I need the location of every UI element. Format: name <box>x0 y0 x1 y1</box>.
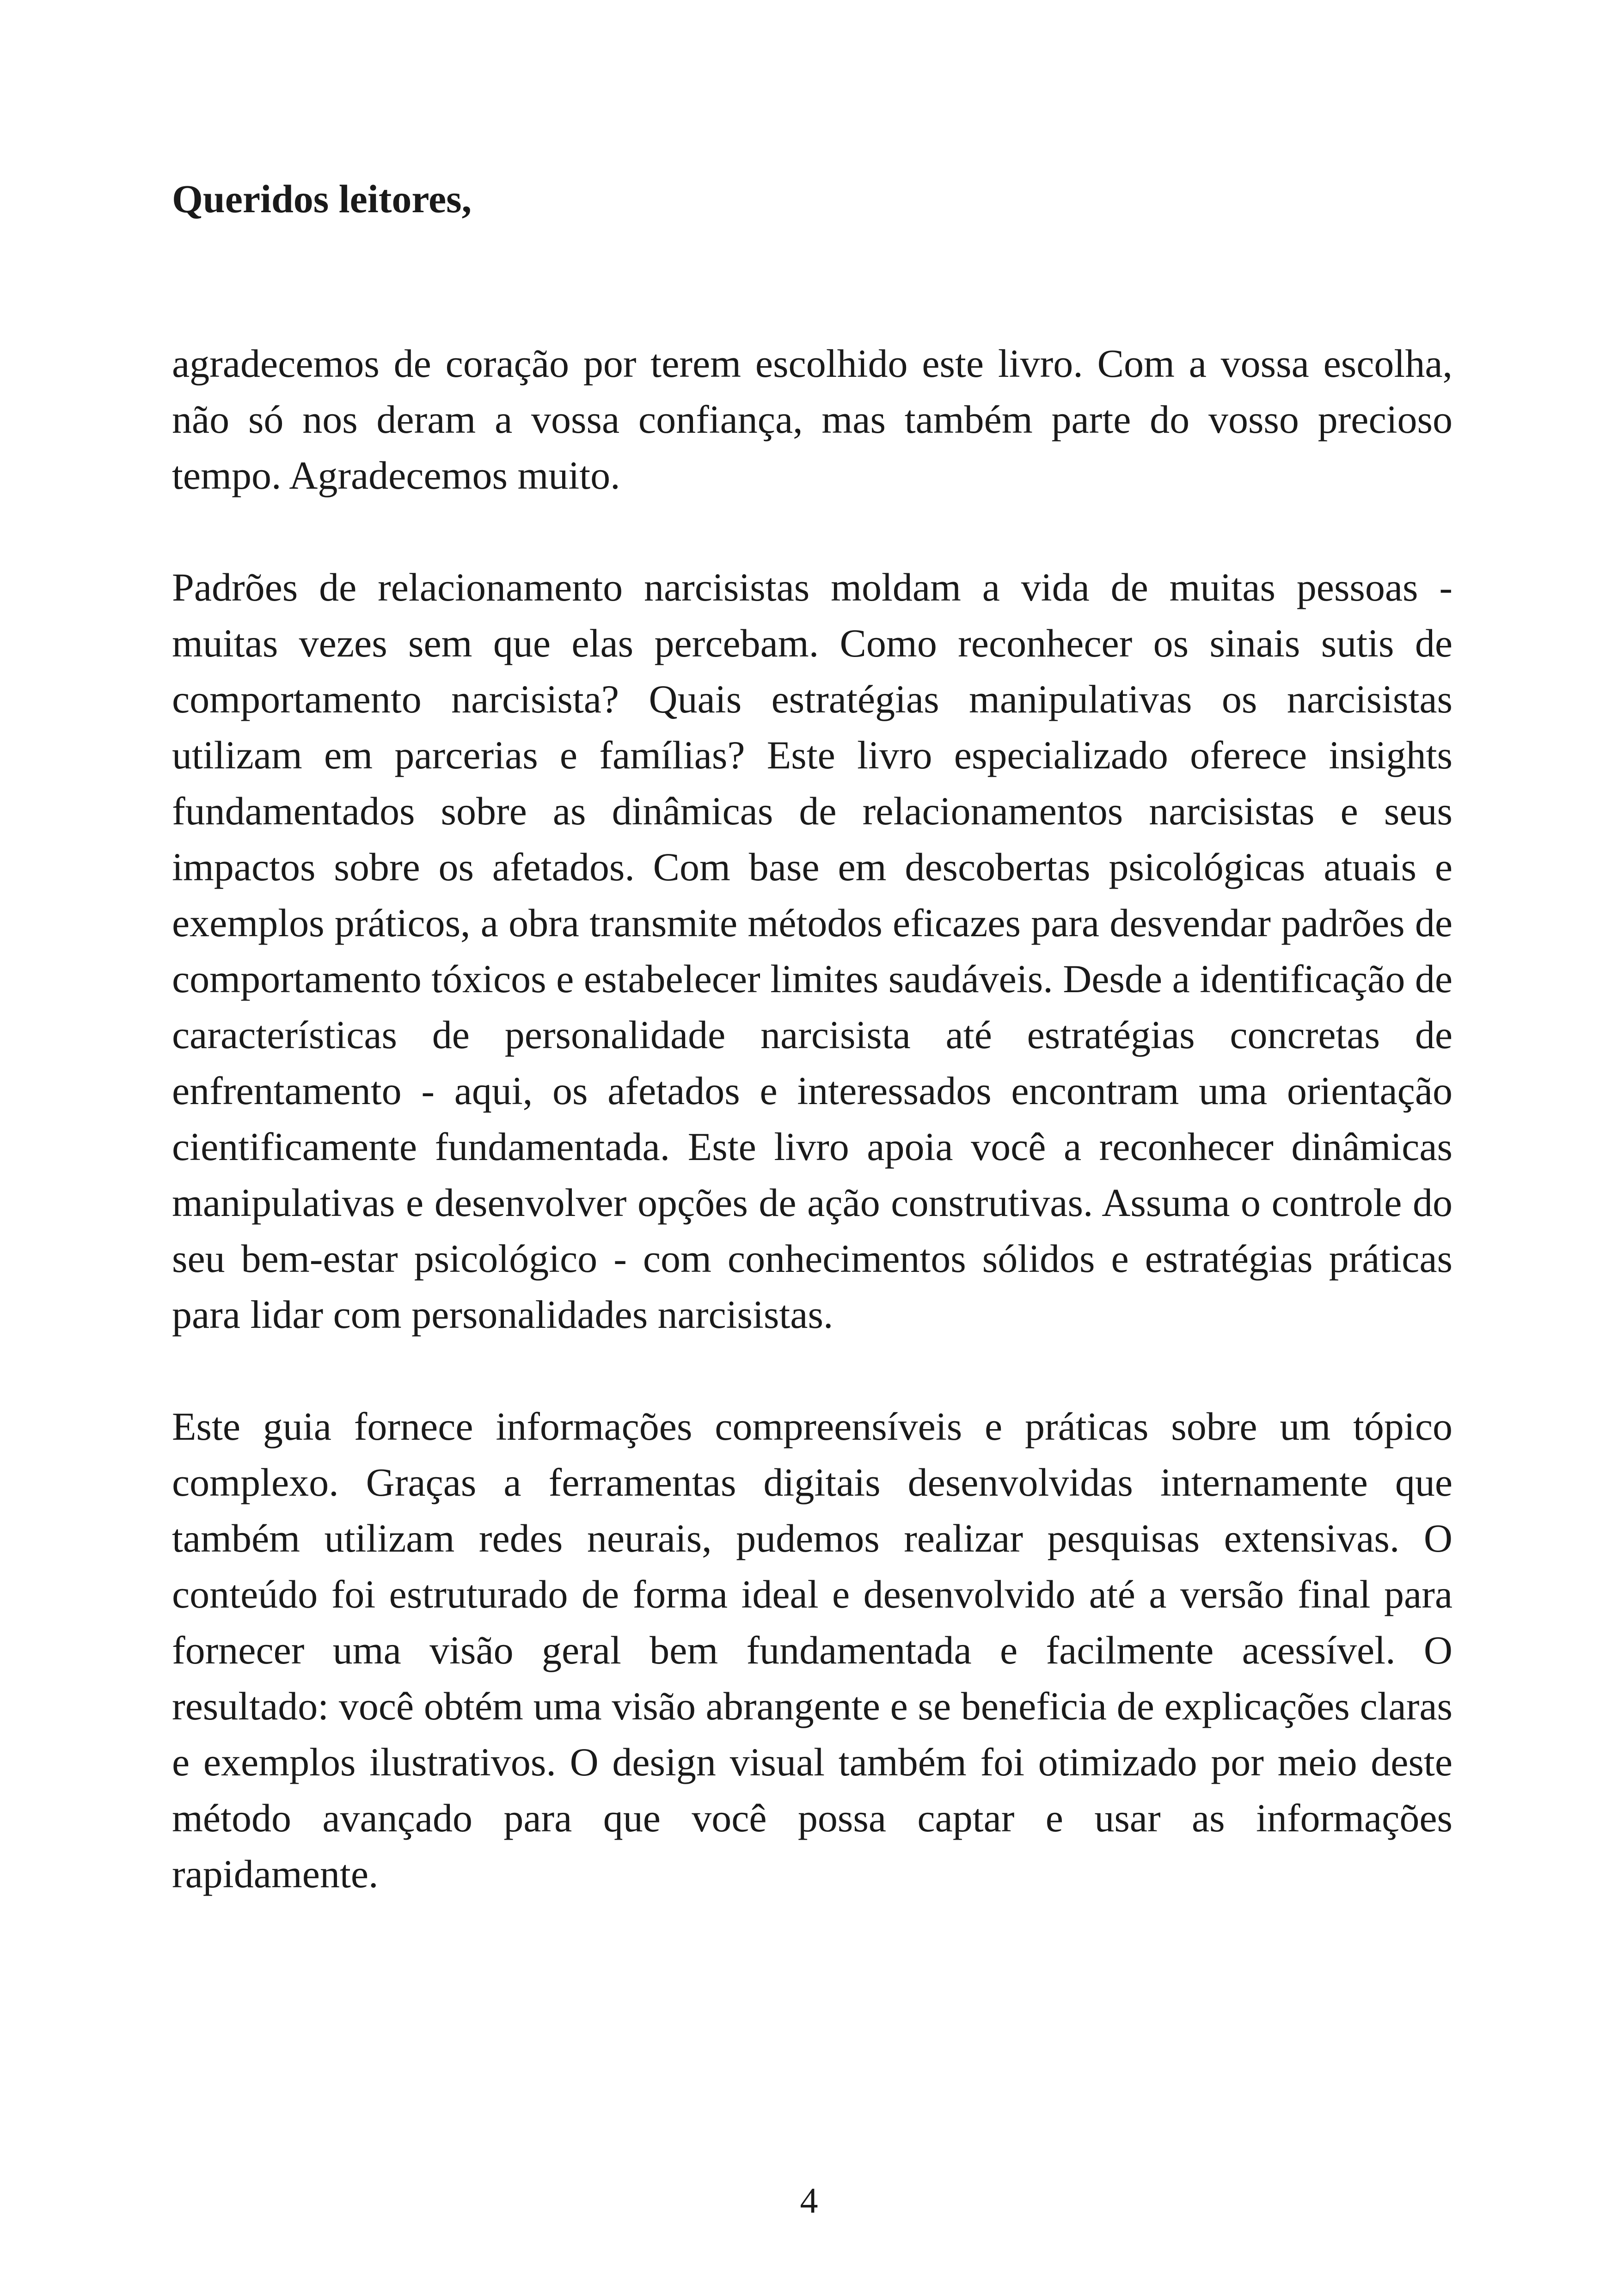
salutation-heading: Queridos leitores, <box>172 177 472 221</box>
paragraph-guide-info: Este guia fornece informações compreensíveis e práticas sobre um tópico complexo. Graças a ferramentas digitais desenvolvidas internamente que também utilizam redes neurais, pudemos realizar pesquisas extensivas. O conteúdo foi estruturado de forma ideal e desenvolvido até a versão final para fornecer uma visão geral bem fundamentada e facilmente acessível. O resultado: você obtém uma visão abrangente e se beneficia de explicações claras e exemplos ilustrativos. O design visual também foi otimizado por meio deste método avançado para que você possa captar e usar as informações rapidamente. <box>172 1404 1453 1896</box>
paragraph-book-description: Padrões de relacionamento narcisistas moldam a vida de muitas pessoas - muitas vezes sem que elas percebam. Como reconhecer os sinais sutis de comportamento narcisista? Quais estratégias manipulativas os narcisistas utilizam em parcerias e famílias? Este livro especializado oferece insights fundamentados sobre as dinâmicas de relacionamentos narcisistas e seus impactos sobre os afetados. Com base em descobertas psicológicas atuais e exemplos práticos, a obra transmite métodos eficazes para desvendar padrões de comportamento tóxicos e estabelecer limites saudáveis. Desde a identificação de características de personalidade narcisista até estratégias concretas de enfrentamento - aqui, os afetados e interessados encontram uma orientação cientificamente fundamentada. Este livro apoia você a reconhecer dinâmicas manipulativas e desenvolver opções de ação construtivas. Assuma o controle do seu bem-estar psicológico - com conhecimentos sólidos e estratégias práticas para lidar com personalidades narcisistas. <box>172 565 1453 1337</box>
paragraph-thanks: agradecemos de coração por terem escolhido este livro. Com a vossa escolha, não só nos deram a vossa confiança, mas também parte do vosso precioso tempo. Agradecemos muito. <box>172 341 1453 497</box>
page-number: 4 <box>800 2180 818 2221</box>
page-content <box>172 171 1453 1958</box>
